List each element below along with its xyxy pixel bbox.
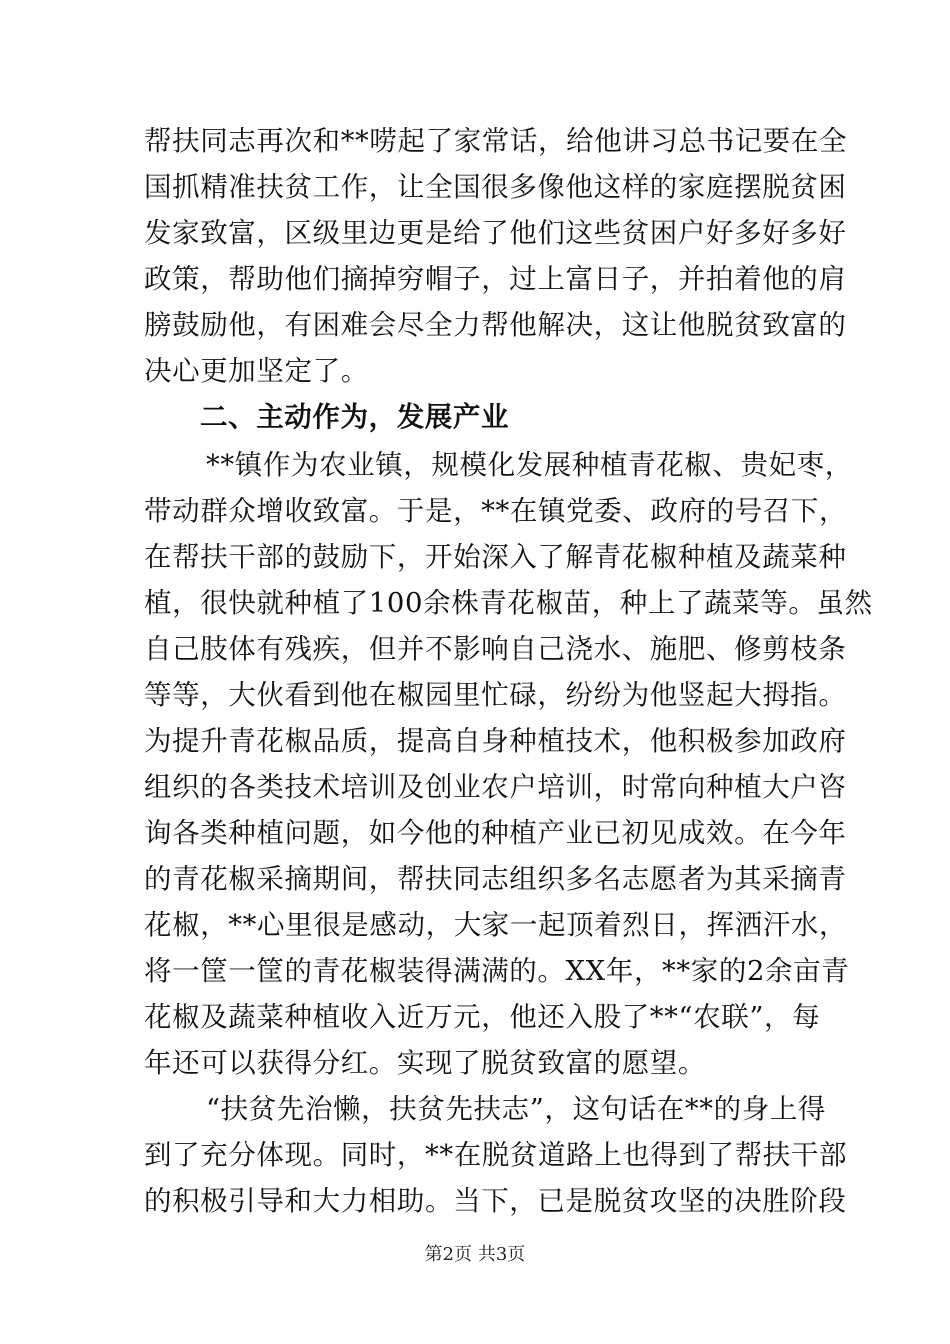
text-line: 询各类种植问题，如今他的种植产业已初见成效。在今年 xyxy=(144,817,847,849)
text-line: 在帮扶干部的鼓励下，开始深入了解青花椒种植及蔬菜种 xyxy=(144,541,847,573)
text-line: 膀鼓励他，有困难会尽全力帮他解决，这让他脱贫致富的 xyxy=(144,309,847,341)
text-line: 帮扶同志再次和**唠起了家常话，给他讲习总书记要在全 xyxy=(144,125,848,157)
text-line: “扶贫先治懒，扶贫先扶志”，这句话在**的身上得 xyxy=(206,1093,827,1125)
text-line: 花椒，**心里很是感动，大家一起顶着烈日，挥洒汗水， xyxy=(144,909,848,941)
text-line: 将一筐一筐的青花椒装得满满的。XX年，**家的2余亩青 xyxy=(144,955,850,987)
text-line: 自己肢体有残疾，但并不影响自己浇水、施肥、修剪枝条 xyxy=(144,633,847,665)
text-line: 花椒及蔬菜种植收入近万元，他还入股了**“农联”，每 xyxy=(144,1001,821,1033)
text-line: 带动群众增收致富。于是，**在镇党委、政府的号召下， xyxy=(144,495,848,527)
text-line: 发家致富，区级里边更是给了他们这些贫困户好多好多好 xyxy=(144,217,847,249)
text-line: 组织的各类技术培训及创业农户培训，时常向种植大户咨 xyxy=(144,771,847,803)
text-line: 年还可以获得分红。实现了脱贫致富的愿望。 xyxy=(144,1047,706,1079)
text-line: 为提升青花椒品质，提高自身种植技术，他积极参加政府 xyxy=(144,725,847,757)
text-line: **镇作为农业镇，规模化发展种植青花椒、贵妃枣， xyxy=(206,449,853,481)
text-line: 等等，大伙看到他在椒园里忙碌，纷纷为他竖起大拇指。 xyxy=(144,679,847,711)
text-line: 政策，帮助他们摘掉穷帽子，过上富日子，并拍着他的肩 xyxy=(144,263,847,295)
text-line: 到了充分体现。同时，**在脱贫道路上也得到了帮扶干部 xyxy=(144,1139,848,1171)
text-line: 决心更加坚定了。 xyxy=(144,355,369,387)
section-heading: 二、主动作为，发展产业 xyxy=(200,401,510,433)
text-line: 的青花椒采摘期间，帮扶同志组织多名志愿者为其采摘青 xyxy=(144,863,847,895)
text-line: 国抓精准扶贫工作，让全国很多像他这样的家庭摆脱贫困 xyxy=(144,171,847,203)
text-line: 植，很快就种植了100余株青花椒苗，种上了蔬菜等。虽然 xyxy=(144,587,873,619)
page-number-footer: 第2页 共3页 xyxy=(424,1244,526,1265)
text-line: 的积极引导和大力相助。当下，已是脱贫攻坚的决胜阶段 xyxy=(144,1185,847,1217)
